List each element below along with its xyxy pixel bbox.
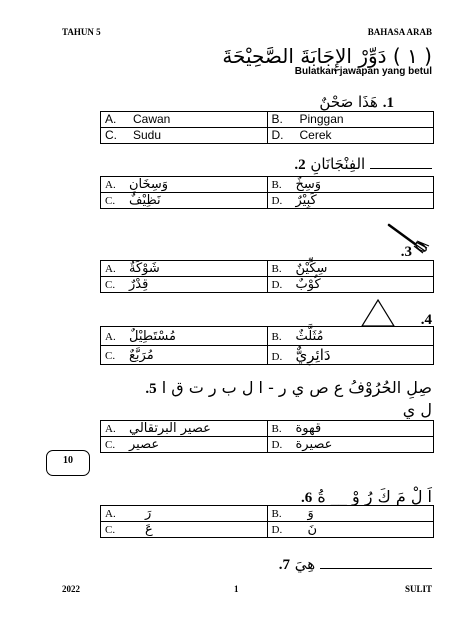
footer-page-number: 1 (234, 584, 239, 594)
mark-value: 10 (63, 455, 73, 466)
header-subject: BAHASA ARAB (367, 27, 432, 37)
question-number: 5. (145, 381, 157, 397)
option-a[interactable]: A. عصير البرتقالي (101, 421, 268, 437)
options-table-4 (100, 326, 434, 365)
question-1 (319, 93, 394, 112)
option-a[interactable]: A. رَ (101, 506, 268, 522)
option-d[interactable]: D. كُوْبٌ (267, 277, 434, 293)
option-b[interactable]: B. وَسِخٌ (267, 177, 434, 193)
option-d[interactable]: D. عصيرة (267, 437, 434, 453)
options-table-3 (100, 260, 434, 293)
question-text: اَ لْ مَ كَ رُ وْ __ ةُ (317, 487, 432, 506)
option-a[interactable]: A. Cawan (101, 112, 268, 128)
option-c[interactable]: C. نَظِيْفٌ (101, 193, 268, 209)
option-c[interactable]: C. مُرَبَّعٌ (101, 346, 268, 365)
triangle-icon (360, 298, 396, 328)
question-text: الفِنْجَانَانِ (310, 155, 366, 173)
question-5 (145, 378, 432, 398)
mark-box (46, 450, 90, 476)
option-d[interactable]: D. كَبِيْرٌ (267, 193, 434, 209)
question-3 (401, 242, 412, 261)
question-number: 7. (278, 557, 291, 573)
option-b[interactable]: B. Pinggan (267, 112, 434, 128)
option-b[interactable]: B. سِكِّيْنٌ (267, 261, 434, 277)
question-number: 4. (420, 312, 432, 328)
question-6 (301, 487, 432, 507)
header-class: TAHUN 5 (62, 27, 101, 37)
question-number: 6. (301, 490, 313, 506)
section-instruction: Bulatkan jawapan yang betul (294, 66, 432, 77)
option-a[interactable]: A. مُسْتَطِيْلٌ (101, 327, 268, 346)
section-title: ( ١ ) دَوِّرْ الإِجَابَةَ الصَّحِيْحَةَ (222, 44, 432, 68)
question-number: 2. (294, 157, 306, 173)
option-c[interactable]: C. قِدْرٌ (101, 277, 268, 293)
option-d[interactable]: D. دَائِرِيٌّ (267, 346, 434, 365)
options-table-2 (100, 176, 434, 209)
options-table-5 (100, 420, 434, 453)
question-5-line2: ل ي (402, 400, 432, 419)
option-c[interactable]: C. عَ (101, 522, 268, 538)
answer-blank (370, 156, 432, 169)
question-number: 3. (400, 244, 412, 260)
answer-blank (320, 556, 432, 569)
option-b[interactable]: B. مُثَلَّثٌ (267, 327, 434, 346)
question-text: هِيَ (294, 555, 316, 573)
option-d[interactable]: D. Cerek (267, 128, 434, 144)
options-table-6 (100, 505, 434, 538)
option-d[interactable]: D. نَ (267, 522, 434, 538)
option-c[interactable]: C. Sudu (101, 128, 268, 144)
options-table-1 (100, 111, 434, 144)
option-b[interactable]: B. قهوة (267, 421, 434, 437)
question-2 (294, 155, 432, 174)
footer-classification: SULIT (404, 584, 432, 594)
option-c[interactable]: C. عصير (101, 437, 268, 453)
option-a[interactable]: A. شَوْكَةٌ (101, 261, 268, 277)
option-b[interactable]: B. وَ (267, 506, 434, 522)
footer-year: 2022 (62, 584, 80, 594)
question-number: 1. (382, 95, 394, 111)
option-a[interactable]: A. وَسِخَانِ (101, 177, 268, 193)
question-text: هَذَا صَحْنٌ (319, 93, 378, 111)
question-text: صِلِ الحُرُوْفُ ع ص ي ر - ا ل ب ر ت ق ا (161, 378, 432, 397)
question-7 (279, 555, 432, 574)
